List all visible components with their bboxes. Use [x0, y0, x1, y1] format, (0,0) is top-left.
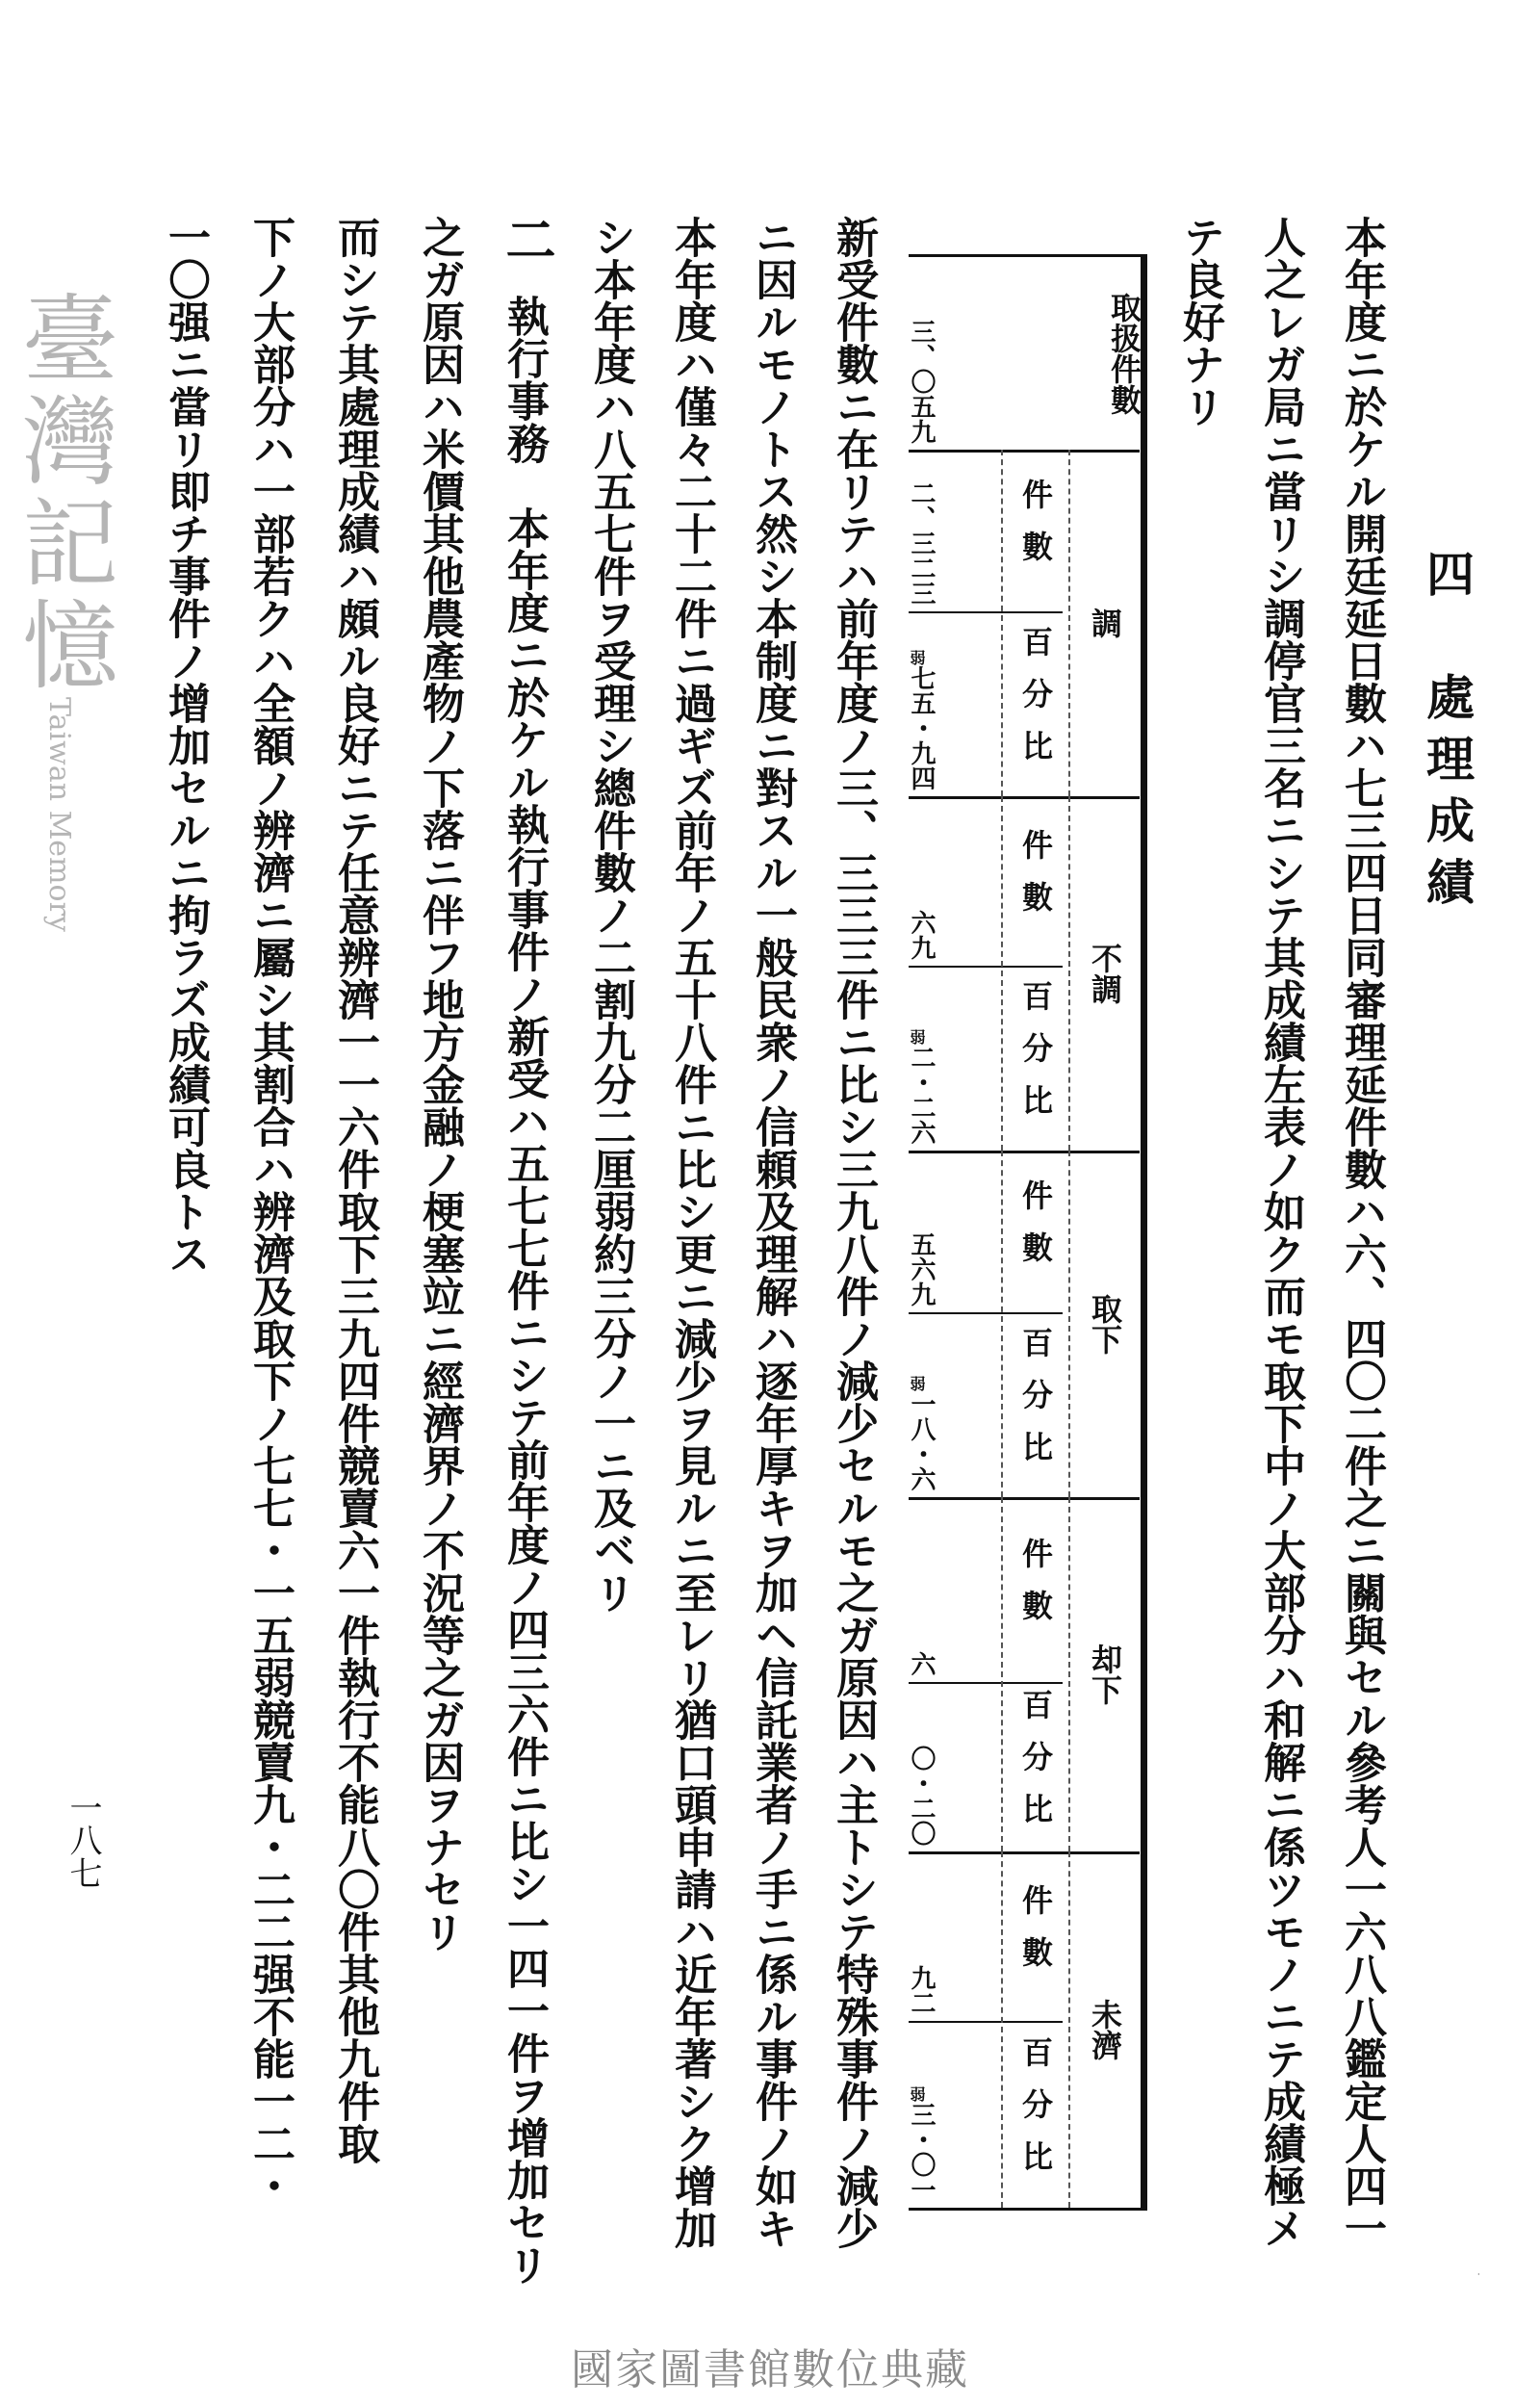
table-divider: [909, 966, 1063, 968]
paragraph-line: 下ノ大部分ハ一部若クハ全額ノ辨濟ニ屬シ其割合ハ辨濟及取下ノ七七・一五弱競賣九・二二强不能一二・: [245, 216, 295, 2207]
group-label: 不調: [1087, 943, 1123, 1004]
watermark: [6, 289, 118, 932]
percent-value-cell: [909, 1682, 1001, 1851]
paragraph-line: 一〇强ニ當リ即チ事件ノ增加セルニ拘ラズ成績可良トス: [161, 216, 210, 1275]
percent-note: 弱: [908, 2086, 926, 2102]
table-divider: [1001, 1851, 1003, 2208]
table-divider: [1001, 450, 1003, 796]
count-value: 六: [907, 1651, 936, 1676]
paragraph-line: 本年度ハ僅々二十二件ニ過ギズ前年ノ五十八件ニ比シ更ニ減少ヲ見ルニ至レリ猶口頭申請ハ近年著シク增加: [667, 216, 716, 2249]
paragraph-line: 而シテ其處理成績ハ頗ル良好ニテ任意辨濟一一六件取下三九四件競賣六一件執行不能八〇件其他九件取: [330, 216, 379, 2164]
table-divider: [1068, 450, 1070, 796]
percent-value-cell: [909, 966, 1001, 1151]
group-label: 未濟: [1087, 1999, 1123, 2060]
table-divider: [909, 1682, 1063, 1684]
table-divider: [909, 2021, 1063, 2023]
percent-label: 百分比: [1017, 2036, 1054, 2192]
table-divider: [1068, 1151, 1070, 1497]
percent-value-cell: [909, 611, 1001, 796]
count-value: 五六九: [907, 1231, 936, 1307]
percent-label: 百分比: [1017, 980, 1054, 1136]
paragraph-line: ニ因ルモノトス然シ本制度ニ對スル一般民衆ノ信頼及理解ハ逐年厚キヲ加ヘ信託業者ノ手ニ係ル事件ノ如キ: [748, 216, 797, 2249]
percent-label: 百分比: [1017, 1689, 1054, 1845]
paragraph-line: 執行事務 本年度ニ於ケル執行事件ノ新受ハ五七七件ニシテ前年度ノ四三六件ニ比シ一四一件ヲ增加セリ: [500, 295, 549, 2286]
percent-value-cell: [909, 2021, 1001, 2208]
page-number: 一八七: [64, 1791, 102, 1889]
group-label: 調: [1087, 608, 1123, 638]
percent-value: 七五・九四: [907, 665, 936, 790]
scan-speck: ·: [1477, 2270, 1480, 2279]
table-divider: [1068, 1497, 1070, 1851]
count-label: 件數: [1017, 1179, 1054, 1283]
table-divider: [1001, 1497, 1003, 1851]
total-value: 三、〇五九: [907, 319, 936, 444]
results-table: [909, 254, 1147, 2211]
percent-note: 弱: [908, 1376, 926, 1391]
table-divider: [1068, 796, 1070, 1151]
group-label: 取下: [1087, 1293, 1123, 1355]
count-label: 件數: [1017, 1884, 1054, 1988]
percent-value: 一八・六: [907, 1391, 936, 1491]
paragraph-line: 新受件數ニ在リテハ前年度ノ三、三三三件ニ比シ三九八件ノ減少セルモ之ガ原因ハ主トシテ特殊事件ノ減少: [829, 216, 878, 2249]
table-divider: [909, 611, 1063, 613]
table-divider: [1001, 796, 1003, 1151]
paragraph-line: 之ガ原因ハ米價其他農產物ノ下落ニ伴フ地方金融ノ梗塞竝ニ經濟界ノ不況等之ガ因ヲナセリ: [415, 216, 464, 1953]
table-divider: [1001, 1151, 1003, 1497]
table-divider: [909, 1312, 1063, 1314]
group-label: 却下: [1087, 1643, 1123, 1705]
footer-credit: 國家圖書館數位典藏: [571, 2345, 969, 2394]
count-value: 二、三二三: [907, 480, 936, 606]
count-label: 件數: [1017, 1538, 1054, 1642]
percent-note: 弱: [908, 650, 926, 665]
paragraph-line: 本年度ニ於ケル開廷延日數ハ七三四日同審理延件數ハ六、四〇二件之ニ關與セル參考人一六八八鑑定人四一: [1337, 216, 1386, 2249]
paragraph-line: 人之レガ局ニ當リシ調停官三名ニシテ其成績左表ノ如ク而モ取下中ノ大部分ハ和解ニ係ツモノニテ成績極メ: [1256, 216, 1305, 2249]
percent-value: 三・〇一: [907, 2102, 936, 2202]
percent-label: 百分比: [1017, 626, 1054, 782]
count-value: 九二: [907, 1965, 936, 2015]
table-divider: [1068, 1851, 1070, 2208]
count-label: 件數: [1017, 479, 1054, 582]
total-header: 取扱件數: [1106, 292, 1142, 415]
section-number: 二: [497, 214, 555, 264]
section-heading: 四 處理成績: [1419, 549, 1476, 919]
paragraph-line: テ良好ナリ: [1175, 216, 1224, 427]
watermark-subtitle: Taiwan Memory: [42, 697, 76, 932]
count-label: 件數: [1017, 829, 1054, 933]
percent-value-cell: [909, 1312, 1001, 1497]
count-value: 六九: [907, 910, 936, 960]
watermark-title: 臺灣記憶: [6, 289, 118, 697]
paragraph-line: シ本年度ハ八五七件ヲ受理シ總件數ノ二割九分二厘弱約三分ノ一ニ及ベリ: [586, 216, 635, 1614]
percent-label: 百分比: [1017, 1327, 1054, 1483]
percent-note: 弱: [908, 1029, 926, 1045]
percent-value: 二・二六: [907, 1045, 936, 1145]
percent-value: 〇・二〇: [907, 1746, 936, 1846]
